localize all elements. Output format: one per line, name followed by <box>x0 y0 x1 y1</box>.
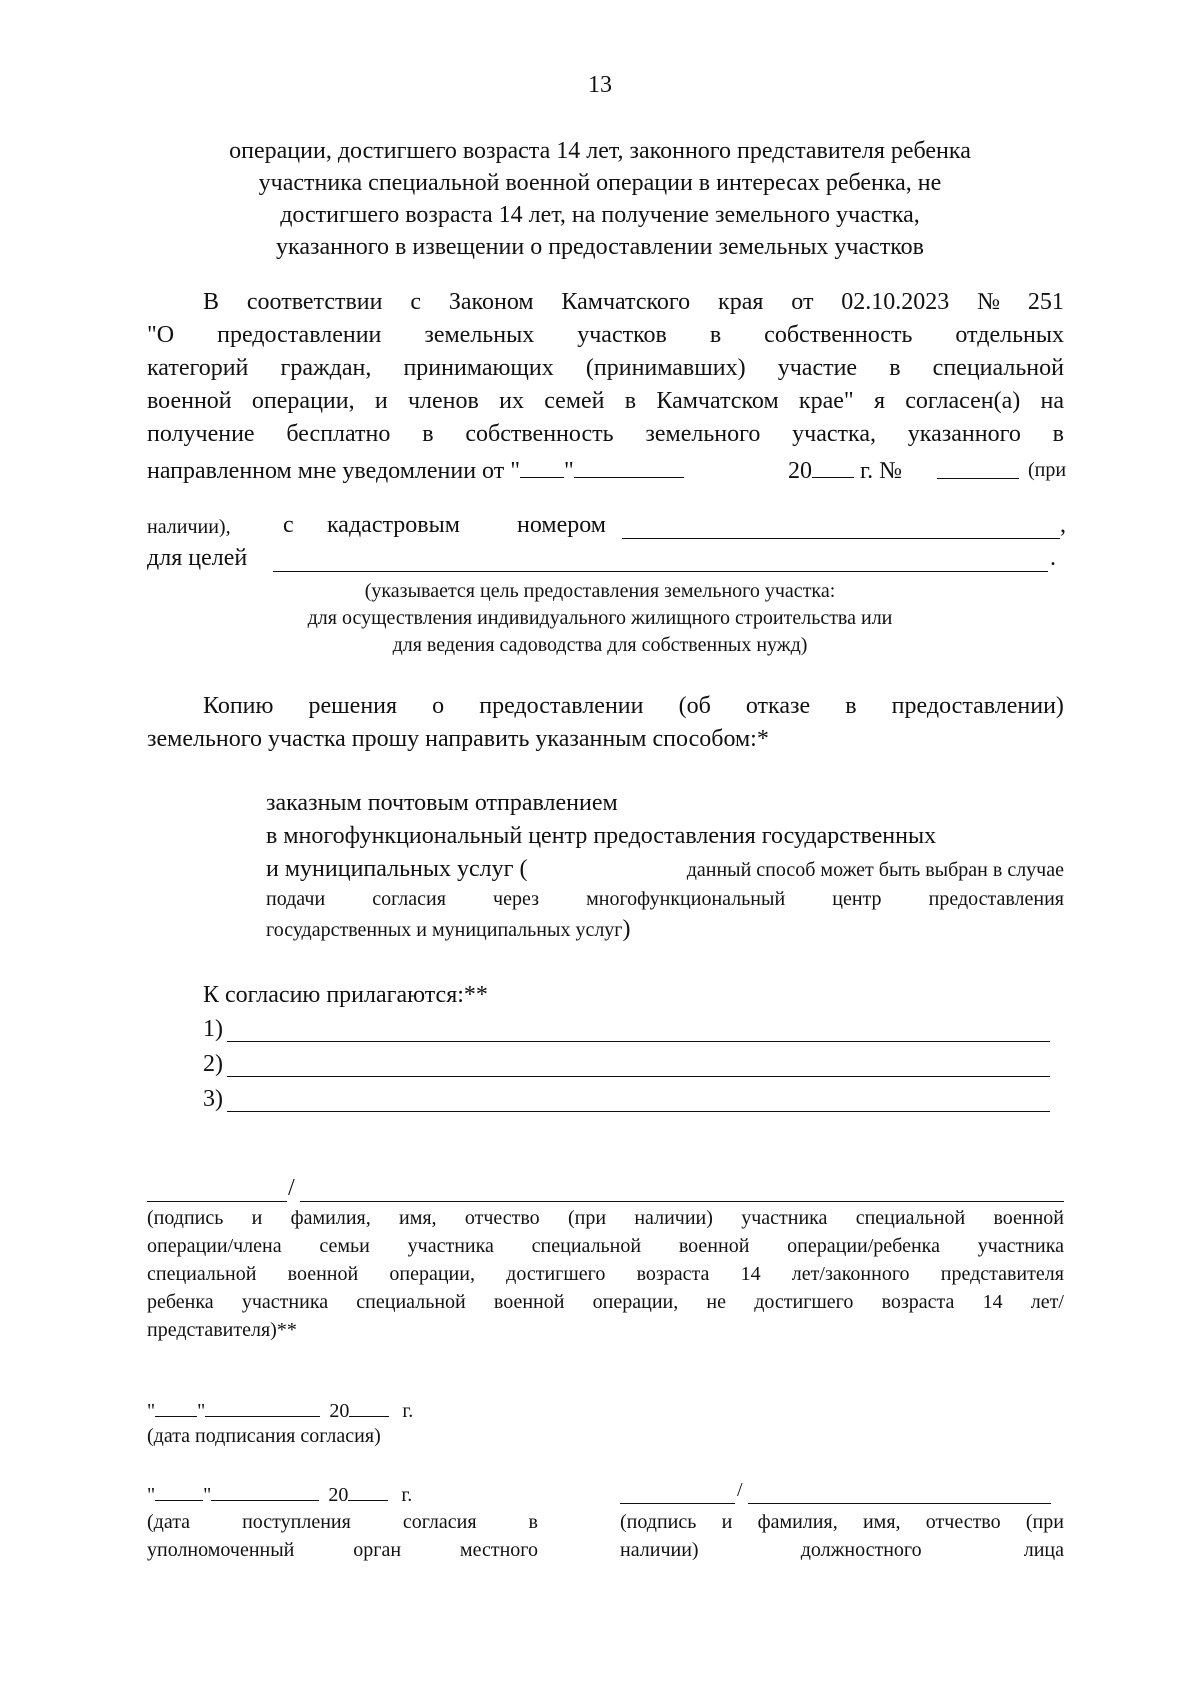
signature-slash: / <box>288 1175 295 1201</box>
attachment-2-label: 2) <box>203 1051 223 1077</box>
option-mfc-line-4: государственных и муниципальных услуг ) <box>266 916 631 942</box>
signature-caption-2: операции/члена семьи участника специальной военной операции/ребенка участника <box>147 1235 1064 1257</box>
para1-line-4: военной операции, и членов их семей в Камчатском крае" я согласен(а) на <box>147 388 1064 414</box>
signature-caption-3: специальной военной операции, достигшего возраста 14 лет/законного представителя <box>147 1263 1064 1285</box>
purpose-note-2: для осуществления индивидуального жилищного строительства или <box>307 607 893 629</box>
if-available-label: (при <box>1028 459 1067 481</box>
page-number: 13 <box>588 72 612 98</box>
attachments-heading: К согласию прилагаются:** <box>203 982 488 1008</box>
signature-caption-4: ребенка участника специальной военной операции, не достигшего возраста 14 лет/ <box>147 1291 1064 1313</box>
purpose-label: для целей <box>147 545 248 571</box>
attachment-3-line <box>227 1111 1050 1112</box>
purpose-note-1: (указывается цель предоставления земельного участка: <box>364 580 836 602</box>
cadastral-word: кадастровым <box>327 512 460 538</box>
attachment-3-label: 3) <box>203 1086 223 1112</box>
receipt-date: " " 20 г. <box>147 1484 413 1506</box>
attachment-1-line <box>227 1041 1050 1042</box>
receipt-caption-2: уполномоченный орган местного <box>147 1539 538 1561</box>
signing-date-caption: (дата подписания согласия) <box>147 1425 381 1447</box>
notice-date-year: 20 г. № <box>788 455 902 483</box>
if-available-cont: наличии), <box>147 516 231 538</box>
para2-line-2: земельного участка прошу направить указанным способом:* <box>147 726 769 752</box>
option-mfc-line-1: в многофункциональный центр предоставления государственных <box>266 823 937 849</box>
signature-caption-1: (подпись и фамилия, имя, отчество (при наличии) участника специальной военной <box>147 1207 1064 1229</box>
official-signature-blank <box>620 1503 735 1504</box>
title-line-4: указанного в извещении о предоставлении земельных участков <box>276 234 924 260</box>
purpose-blank <box>273 571 1048 572</box>
para2-line-1: Копию решения о предоставлении (об отказе в предоставлении) <box>203 693 1064 719</box>
signing-date: " " 20 г. <box>147 1400 414 1422</box>
attachment-1-label: 1) <box>203 1016 223 1042</box>
day-blank <box>520 455 564 478</box>
number-word: номером <box>517 512 606 538</box>
official-caption-1: (подпись и фамилия, имя, отчество (при <box>620 1511 1064 1533</box>
official-caption-2: наличии) должностного лица <box>620 1539 1064 1561</box>
official-slash: / <box>737 1479 743 1501</box>
receipt-caption-1: (дата поступления согласия в <box>147 1511 538 1533</box>
year-blank <box>812 455 854 478</box>
para1-line-2: "О предоставлении земельных участков в собственность отдельных <box>147 322 1064 348</box>
title-line-1: операции, достигшего возраста 14 лет, законного представителя ребенка <box>229 138 971 164</box>
para1-line-5: получение бесплатно в собственность земельного участка, указанного в <box>147 421 1064 447</box>
option-mail: заказным почтовым отправлением <box>266 790 618 816</box>
purpose-note-3: для ведения садоводства для собственных нужд) <box>392 634 808 656</box>
para1-line-1: В соответствии с Законом Камчатского края от 02.10.2023 № 251 <box>203 289 1064 315</box>
period: . <box>1050 545 1056 571</box>
notice-number-blank <box>937 478 1019 479</box>
month-blank <box>574 455 684 478</box>
attachment-2-line <box>227 1076 1050 1077</box>
cadastral-number-blank <box>622 538 1060 539</box>
comma: , <box>1060 512 1066 538</box>
option-mfc-line-3: подачи согласия через многофункциональный центр предоставления <box>266 888 1064 910</box>
option-mfc-line-2: и муниципальных услуг ( данный способ может быть выбран в случае <box>266 856 1064 882</box>
with-word: с <box>283 512 294 538</box>
signature-blank <box>147 1201 287 1202</box>
signature-caption-5: представителя)** <box>147 1319 297 1341</box>
signature-name-blank <box>300 1201 1064 1202</box>
official-name-blank <box>748 1503 1051 1504</box>
title-line-3: достигшего возраста 14 лет, на получение земельного участка, <box>280 202 920 228</box>
para1-line-3: категорий граждан, принимающих (принимавших) участие в специальной <box>147 355 1064 381</box>
para1-line-6: направленном мне уведомлении от " " <box>147 455 684 483</box>
title-line-2: участника специальной военной операции в интересах ребенка, не <box>258 170 942 196</box>
